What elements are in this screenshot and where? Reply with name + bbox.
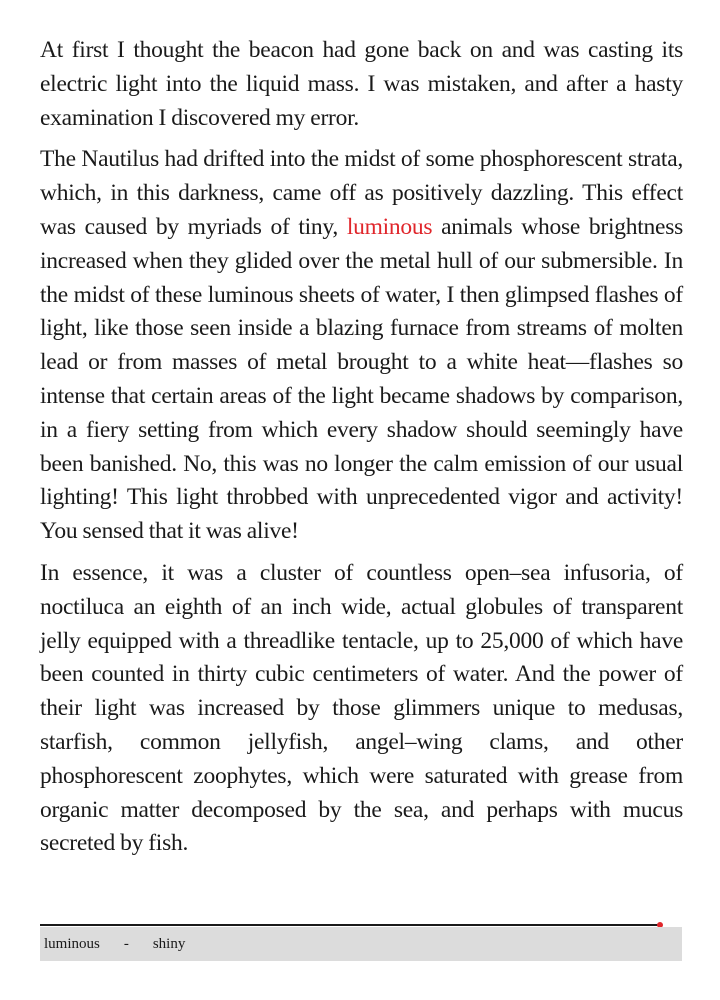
- body-text: [40, 34, 683, 869]
- footer-divider: [40, 924, 658, 926]
- paragraph-1: At first I thought the beacon had gone back on and was casting its electric light into the liquid mass. I was mistaken, and after a hasty examination I discovered my error.: [40, 37, 683, 131]
- paragraph-2-end: animals whose brightness increased when they glided over the metal hull of our submersible. In the midst of these luminous sheets of water, I then glimpsed flashes of light, like those seen inside a blazing furnace from streams of molten lead or from masses of metal brought to a white heat—flashes so intense that certain areas of the light became shadows by comparison, in a fiery setting from which every shadow should seemingly have been banished. No, this was no longer the calm emission of our usual lighting! This light throbbed with unprecedented vigor and activity! You sensed that it was alive!: [40, 213, 683, 545]
- paragraph-2-start: The Nautilus had drifted into the midst of some phosphorescent strata, which, in this darkness, came off as positively dazzling. This effect was caused by myriads of tiny,: [40, 146, 683, 240]
- glossary-term: luminous: [44, 936, 100, 952]
- glossary-definition: shiny: [152, 936, 186, 952]
- glossary-separator: -: [123, 936, 129, 952]
- highlighted-term[interactable]: luminous: [346, 213, 433, 240]
- paragraph-3: In essence, it was a cluster of countless open–sea infusoria, of noctiluca an eighth of an inch wide, actual globules of transparent jelly equipped with a threadlike tentacle, up to 25,000 of which have been counted in thirty cubic centimeters of water. And the power of their light was increased by those glimmers unique to medusas, starfish, common jellyfish, angel–wing clams, and other phosphorescent zoophytes, which were saturated with grease from organic matter decomposed by the sea, and perhaps with mucus secreted by fish.: [40, 559, 683, 857]
- paragraph-2: [40, 143, 683, 549]
- glossary-bar: [40, 927, 682, 961]
